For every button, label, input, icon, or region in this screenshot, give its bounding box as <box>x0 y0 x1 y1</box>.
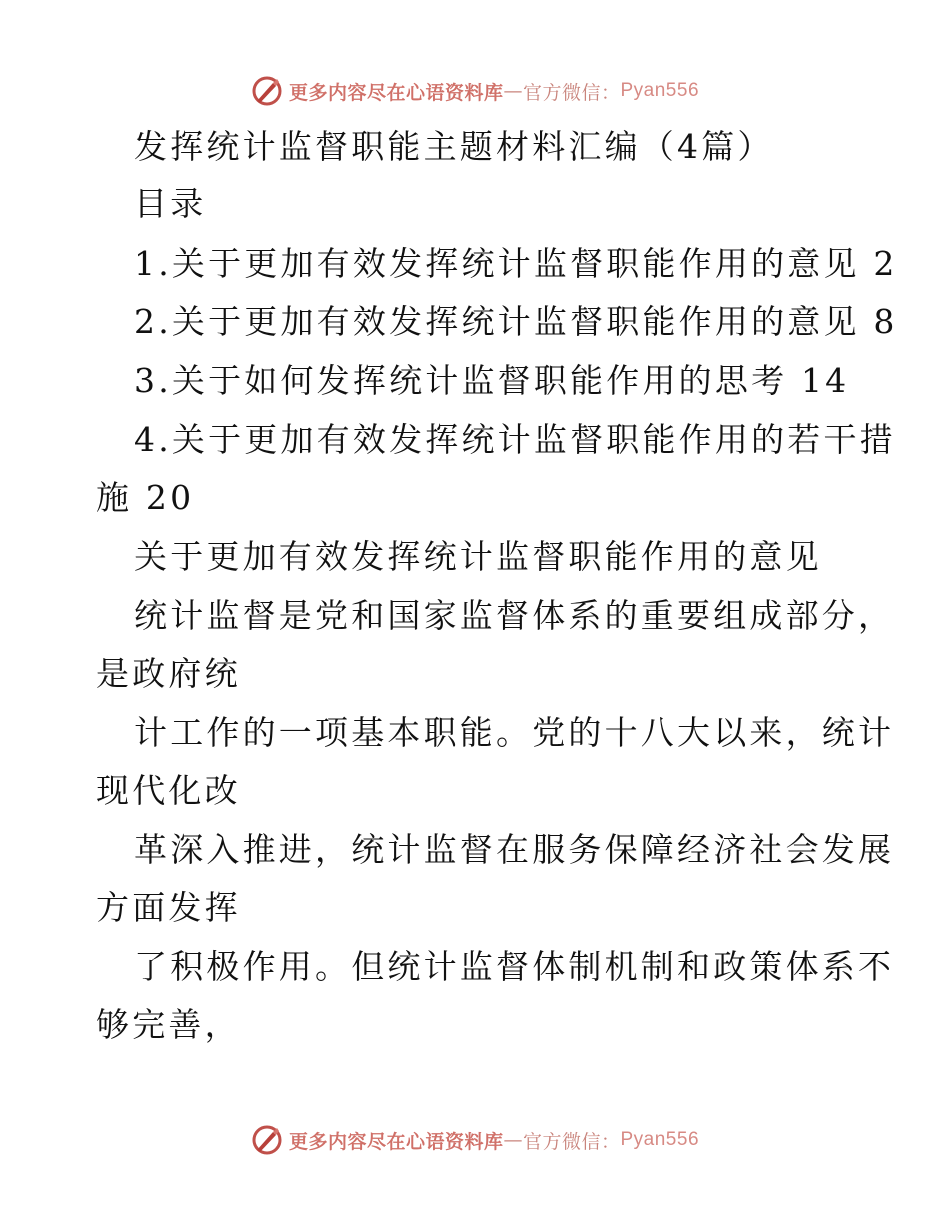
section-title: 关于更加有效发挥统计监督职能作用的意见 <box>134 537 822 576</box>
watermark-brand: 更多内容尽在心语资料库 <box>288 81 504 104</box>
body-line: 革深入推进，统计监督在服务保障经济社会发展 <box>134 830 895 869</box>
watermark-wechat-label: 官方微信： <box>522 1130 621 1153</box>
toc-item-2: 2.关于更加有效发挥统计监督职能作用的意见 8 <box>134 302 898 341</box>
watermark-dash: — <box>503 1129 523 1151</box>
document-title: 发挥统计监督职能主题材料汇编（4篇） <box>134 127 774 166</box>
body-line: 了积极作用。但统计监督体制机制和政策体系不 <box>134 947 895 986</box>
watermark-wechat-id: Pyan556 <box>620 1129 700 1150</box>
watermark-dash: — <box>503 80 523 102</box>
toc-item-1: 1.关于更加有效发挥统计监督职能作用的意见 2 <box>134 244 898 283</box>
body-line: 够完善， <box>96 1005 241 1044</box>
toc-item-4: 4.关于更加有效发挥统计监督职能作用的若干措 <box>134 420 896 459</box>
toc-heading: 目录 <box>134 184 207 223</box>
watermark-wechat-id: Pyan556 <box>620 80 700 101</box>
watermark-wechat-label: 官方微信： <box>522 81 621 104</box>
toc-item-4-cont: 施 20 <box>96 478 195 517</box>
toc-item-3: 3.关于如何发挥统计监督职能作用的思考 14 <box>134 361 850 400</box>
body-line: 现代化改 <box>96 771 241 810</box>
pen-logo-icon <box>251 1124 283 1156</box>
pen-logo-icon <box>251 75 283 107</box>
body-line: 计工作的一项基本职能。党的十八大以来，统计 <box>134 713 895 752</box>
body-line: 是政府统 <box>96 654 241 693</box>
watermark-brand: 更多内容尽在心语资料库 <box>288 1130 504 1153</box>
footer-watermark <box>0 1120 950 1160</box>
body-line: 统计监督是党和国家监督体系的重要组成部分， <box>134 596 895 635</box>
body-line: 方面发挥 <box>96 888 241 927</box>
header-watermark <box>0 71 950 111</box>
